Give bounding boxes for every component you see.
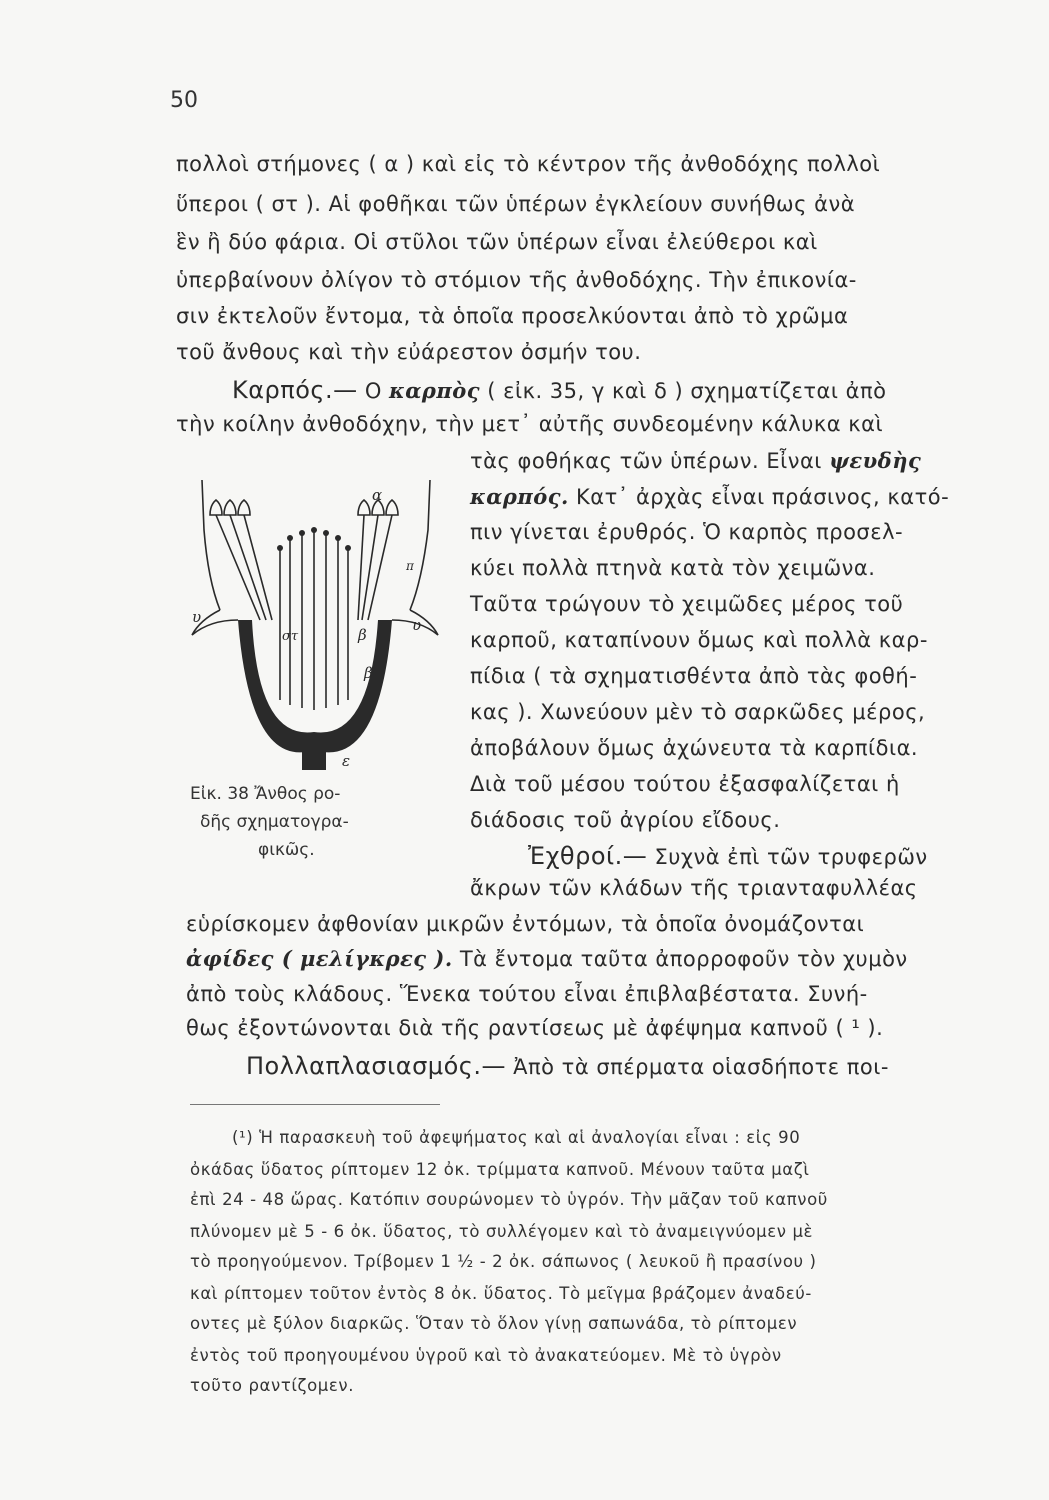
- body-line: τοῦ ἄνθους καὶ τὴν εὐάρεστον ὀσμήν του.: [176, 340, 642, 364]
- label-b2: β: [364, 664, 373, 682]
- label-st: στ: [282, 629, 299, 644]
- label-b1: β: [358, 626, 367, 644]
- footnote-line: πλύνομεν μὲ 5 - 6 ὀκ. ὕδατος, τὸ συλλέγομεν καὶ τὸ ἀναμειγνύομεν μὲ: [190, 1222, 814, 1241]
- footnote-line: ὀκάδας ὕδατος ρίπτομεν 12 ὀκ. τρίμματα καπνοῦ. Μένουν ταῦτα μαζὶ: [190, 1160, 810, 1179]
- body-line: τὰς φοθήκας τῶν ὑπέρων. Εἶναι ψευδὴς: [470, 448, 922, 473]
- section-pollaplasiasmos: Πολλαπλασιασμός.— Ἀπὸ τὰ σπέρματα οἱασδήποτε ποι-: [246, 1052, 889, 1080]
- footnote-line: τὸ προηγούμενον. Τρίβομεν 1 ½ - 2 ὀκ. σάπωνος ( λευκοῦ ἢ πρασίνου ): [190, 1252, 817, 1271]
- label-a: α: [372, 486, 383, 504]
- body-line: Διὰ τοῦ μέσου τούτου ἐξασφαλίζεται ἡ: [470, 772, 900, 796]
- footnote-line: καὶ ρίπτομεν τοῦτον ἐντὸς 8 ὀκ. ὕδατος. Τὸ μεῖγμα βράζομεν ἀναδεύ-: [190, 1284, 812, 1303]
- emphasis: καρπὸς: [389, 378, 481, 403]
- emphasis: ἀφίδες ( μελίγκρες ).: [186, 946, 453, 971]
- footnote-line: τοῦτο ραντίζομεν.: [190, 1376, 355, 1395]
- body-line: ἀπὸ τοὺς κλάδους. Ἕνεκα τούτου εἶναι ἐπιβλαβέστατα. Συνή-: [186, 982, 868, 1006]
- rose-flower-diagram: [190, 470, 440, 770]
- body-line: τὴν κοίλην ἀνθοδόχην, τὴν μετ᾽ αὐτῆς συνδεομένην κάλυκα καὶ: [176, 412, 884, 436]
- body-line: σιν ἐκτελοῦν ἔντομα, τὰ ὁποῖα προσελκύονται ἀπὸ τὸ χρῶμα: [176, 304, 849, 328]
- body-line: ἀφίδες ( μελίγκρες ). Τὰ ἔντομα ταῦτα ἀπορροφοῦν τὸν χυμὸν: [186, 946, 908, 971]
- body-line: ἀποβάλουν ὅμως ἀχώνευτα τὰ καρπίδια.: [470, 736, 919, 760]
- body-line: κύει πολλὰ πτηνὰ κατὰ τὸν χειμῶνα.: [470, 556, 876, 580]
- section-heading: Καρπός.—: [232, 376, 358, 404]
- body-line: πολλοὶ στήμονες ( α ) καὶ εἰς τὸ κέντρον τῆς ἀνθοδόχης πολλοὶ: [176, 152, 881, 176]
- section-exthroi: Ἐχθροί.— Συχνὰ ἐπὶ τῶν τρυφερῶν: [528, 842, 928, 870]
- emphasis: καρπός.: [470, 484, 569, 509]
- body-line: διάδοσις τοῦ ἀγρίου εἴδους.: [470, 808, 781, 832]
- footnote-divider: [190, 1104, 440, 1105]
- body-line: εὑρίσκομεν ἀφθονίαν μικρῶν ἐντόμων, τὰ ὁποῖα ὀνομάζονται: [186, 912, 865, 936]
- body-line: καρπός. Κατ᾽ ἀρχὰς εἶναι πράσινος, κατό-: [470, 484, 950, 509]
- footnote-line: ἐντὸς τοῦ προηγουμένου ὑγροῦ καὶ τὸ ἀνακατεύομεν. Μὲ τὸ ὑγρὸν: [190, 1346, 782, 1365]
- label-u-right: υ: [412, 616, 422, 634]
- emphasis: ψευδὴς: [829, 448, 922, 473]
- label-g: ε: [342, 752, 351, 770]
- figure-caption: Εἰκ. 38 Ἄνθος ρο-: [190, 784, 341, 804]
- body-line: ἄκρων τῶν κλάδων τῆς τριανταφυλλέας: [470, 876, 918, 900]
- figure-caption: φικῶς.: [258, 840, 315, 860]
- body-line: ὕπεροι ( στ ). Αἱ φοθῆκαι τῶν ὑπέρων ἐγκλείουν συνήθως ἀνὰ: [176, 192, 856, 216]
- footnote-line: (¹) Ἡ παρασκευὴ τοῦ ἀφεψήματος καὶ αἱ ἀναλογίαι εἶναι : εἰς 90: [232, 1128, 801, 1147]
- section-heading: Πολλαπλασιασμός.—: [246, 1052, 506, 1080]
- body-line: πιν γίνεται ἐρυθρός. Ὁ καρπὸς προσελ-: [470, 520, 904, 544]
- body-line: κας ). Χωνεύουν μὲν τὸ σαρκῶδες μέρος,: [470, 700, 926, 724]
- section-heading: Ἐχθροί.—: [528, 842, 648, 870]
- body-line: θως ἐξοντώνονται διὰ τῆς ραντίσεως μὲ ἀφέψημα καπνοῦ ( ¹ ).: [186, 1016, 884, 1040]
- footnote-line: ἐπὶ 24 - 48 ὥρας. Κατόπιν σουρώνομεν τὸ ὑγρόν. Τὴν μᾶζαν τοῦ καπνοῦ: [190, 1190, 828, 1209]
- section-karpos: Καρπός.— Ο καρπὸς ( εἰκ. 35, γ καὶ δ ) σχηματίζεται ἀπὸ: [232, 376, 887, 404]
- label-u-left: υ: [192, 608, 202, 626]
- body-line: ἓν ἢ δύο φάρια. Οἱ στῦλοι τῶν ὑπέρων εἶναι ἐλεύθεροι καὶ: [176, 230, 818, 254]
- body-line: πίδια ( τὰ σχηματισθέντα ἀπὸ τὰς φοθή-: [470, 664, 918, 688]
- body-line: ὑπερβαίνουν ὀλίγον τὸ στόμιον τῆς ἀνθοδόχης. Τὴν ἐπικονία-: [176, 268, 857, 292]
- page-number: 50: [170, 88, 198, 113]
- body-line: καρποῦ, καταπίνουν ὅμως καὶ πολλὰ καρ-: [470, 628, 928, 652]
- body-line: Ταῦτα τρώγουν τὸ χειμῶδες μέρος τοῦ: [470, 592, 904, 616]
- footnote-line: οντες μὲ ξύλον διαρκῶς. Ὅταν τὸ ὅλον γίνῃ σαπωνάδα, τὸ ρίπτομεν: [190, 1314, 798, 1333]
- figure-caption: δῆς σχηματογρα-: [200, 812, 349, 832]
- label-p: π: [406, 559, 414, 573]
